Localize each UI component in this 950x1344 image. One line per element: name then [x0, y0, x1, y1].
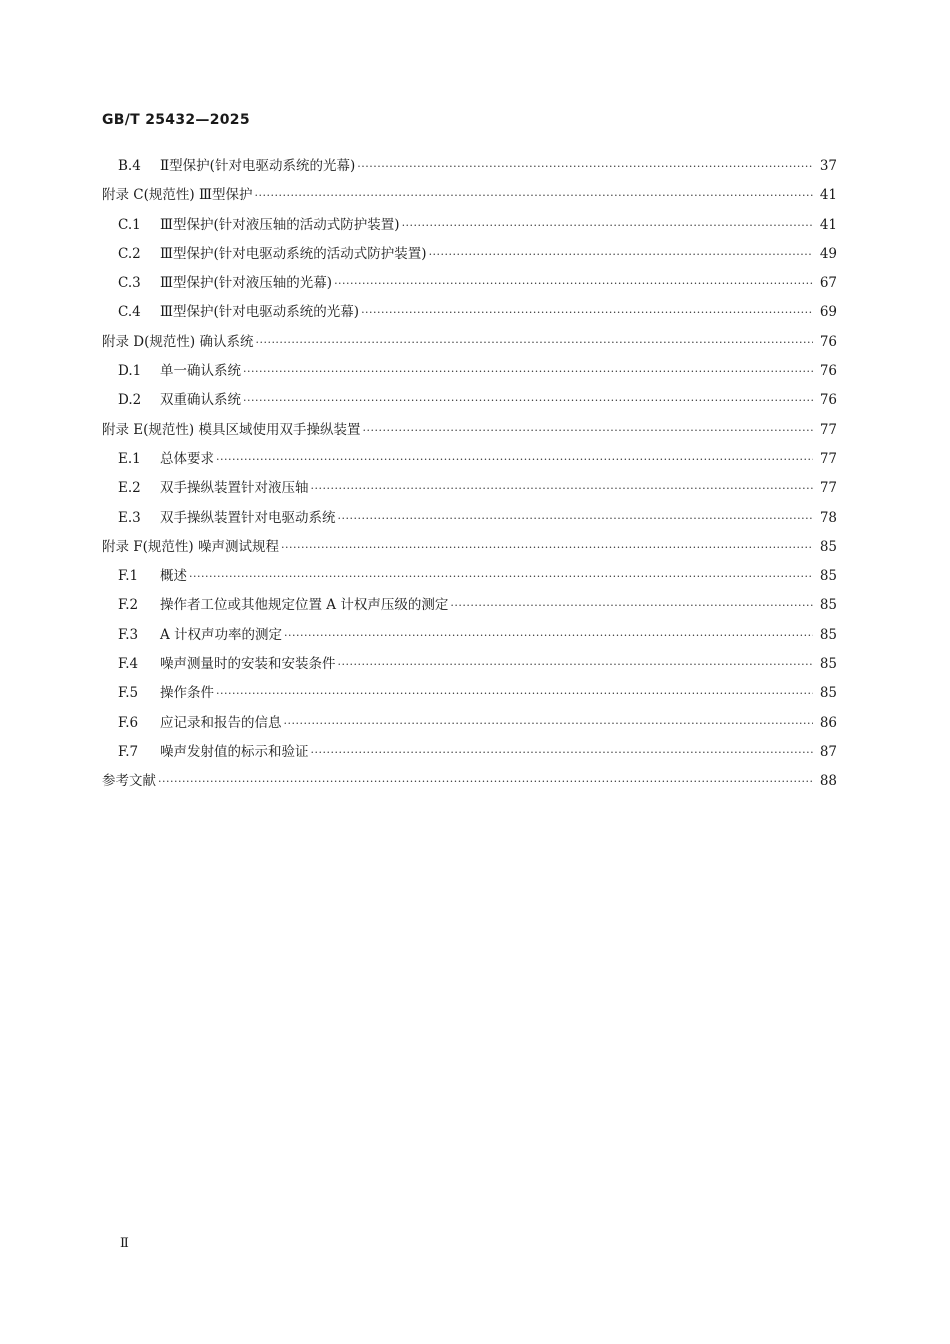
toc-dot-leader: [311, 738, 814, 767]
toc-entry[interactable]: [102, 679, 837, 708]
table-of-contents: [102, 152, 837, 797]
toc-dot-leader: [243, 357, 813, 386]
toc-dot-leader: [254, 181, 813, 210]
toc-entry[interactable]: [102, 386, 837, 415]
toc-entry-page: 76: [819, 392, 837, 409]
toc-dot-leader: [334, 269, 813, 298]
toc-dot-leader: [255, 328, 813, 357]
toc-entry[interactable]: [102, 767, 837, 796]
toc-entry-title: 双手操纵装置针对电驱动系统: [160, 509, 336, 526]
toc-entry-number: C.3: [118, 275, 141, 292]
toc-entry-page: 41: [819, 216, 837, 233]
toc-entry-number: F.4: [118, 656, 139, 673]
toc-entry-page: 85: [819, 568, 837, 585]
toc-entry-title: 操作条件: [160, 685, 214, 702]
toc-entry-page: 37: [819, 158, 837, 174]
toc-entry-number: F.3: [118, 626, 139, 643]
toc-entry-title: 参考文献: [102, 773, 156, 790]
toc-entry[interactable]: [102, 709, 837, 738]
toc-entry[interactable]: [102, 181, 837, 210]
toc-entry-title: Ⅲ型保护(针对液压轴的活动式防护装置): [160, 216, 400, 233]
toc-entry-number: F.5: [118, 685, 139, 702]
toc-entry-title: 操作者工位或其他规定位置 A 计权声压级的测定: [160, 597, 449, 614]
toc-entry-title: 双重确认系统: [160, 392, 241, 409]
toc-dot-leader: [216, 679, 813, 708]
toc-entry-page: 85: [819, 538, 837, 555]
standard-number: GB/T 25432—2025: [102, 112, 250, 128]
toc-entry-number: C.4: [118, 304, 141, 321]
toc-entry[interactable]: [102, 445, 837, 474]
toc-dot-leader: [402, 211, 813, 240]
toc-entry-title: Ⅲ型保护(针对电驱动系统的活动式防护装置): [160, 245, 427, 262]
toc-dot-leader: [243, 386, 813, 415]
toc-entry-title: Ⅲ型保护(针对电驱动系统的光幕): [160, 304, 360, 321]
toc-entry-title: 总体要求: [160, 450, 214, 467]
toc-dot-leader: [284, 621, 813, 650]
toc-dot-leader: [450, 591, 813, 620]
toc-entry-page: 77: [819, 480, 837, 497]
toc-entry[interactable]: [102, 591, 837, 620]
toc-entry[interactable]: [102, 269, 837, 298]
toc-entry-title: 附录 E(规范性) 模具区域使用双手操纵装置: [102, 421, 361, 438]
toc-entry[interactable]: [102, 357, 837, 386]
toc-entry[interactable]: [102, 650, 837, 679]
toc-entry-page: 86: [819, 714, 837, 731]
toc-dot-leader: [216, 445, 813, 474]
toc-entry-number: C.1: [118, 216, 141, 233]
toc-entry-page: 76: [819, 333, 837, 350]
toc-entry-page: 85: [819, 626, 837, 643]
toc-dot-leader: [311, 474, 814, 503]
toc-entry[interactable]: [102, 533, 837, 562]
toc-entry-number: E.2: [118, 480, 141, 497]
toc-entry-number: D.1: [118, 363, 142, 380]
toc-entry-page: 85: [819, 656, 837, 673]
toc-entry-number: F.2: [118, 597, 139, 614]
toc-entry-page: 77: [819, 450, 837, 467]
toc-entry-title: 附录 F(规范性) 噪声测试规程: [102, 538, 279, 555]
toc-dot-leader: [362, 416, 813, 445]
toc-entry-number: F.7: [118, 743, 139, 760]
toc-entry-page: 69: [819, 304, 837, 321]
toc-entry-number: F.1: [118, 568, 139, 585]
toc-entry[interactable]: [102, 152, 837, 181]
toc-entry-page: 85: [819, 597, 837, 614]
toc-entry-page: 49: [819, 245, 837, 262]
page-number: Ⅱ: [120, 1236, 129, 1251]
toc-entry-page: 78: [819, 509, 837, 526]
toc-dot-leader: [338, 650, 814, 679]
toc-entry-title: Ⅱ型保护(针对电驱动系统的光幕): [160, 158, 356, 174]
toc-entry-title: 单一确认系统: [160, 363, 241, 380]
toc-entry[interactable]: [102, 562, 837, 591]
toc-dot-leader: [361, 298, 813, 327]
toc-entry-page: 41: [819, 187, 837, 204]
toc-dot-leader: [189, 562, 813, 591]
toc-entry[interactable]: [102, 298, 837, 327]
toc-entry-page: 76: [819, 363, 837, 380]
toc-dot-leader: [429, 240, 813, 269]
toc-dot-leader: [281, 533, 813, 562]
toc-entry-number: B.4: [118, 158, 141, 174]
toc-entry-title: Ⅲ型保护(针对液压轴的光幕): [160, 275, 333, 292]
toc-entry-title: 应记录和报告的信息: [160, 714, 282, 731]
toc-entry-page: 67: [819, 275, 837, 292]
toc-entry[interactable]: [102, 416, 837, 445]
toc-entry-title: 附录 D(规范性) 确认系统: [102, 333, 254, 350]
toc-entry[interactable]: [102, 328, 837, 357]
toc-entry-title: 概述: [160, 568, 187, 585]
toc-entry-title: A 计权声功率的测定: [160, 626, 283, 643]
toc-dot-leader: [284, 709, 814, 738]
toc-entry[interactable]: [102, 240, 837, 269]
toc-entry-number: D.2: [118, 392, 142, 409]
toc-entry[interactable]: [102, 211, 837, 240]
toc-dot-leader: [158, 767, 813, 796]
toc-entry-number: C.2: [118, 245, 141, 262]
toc-entry-number: E.1: [118, 450, 141, 467]
toc-entry-page: 77: [819, 421, 837, 438]
toc-entry[interactable]: [102, 504, 837, 533]
toc-entry-title: 噪声测量时的安装和安装条件: [160, 656, 336, 673]
toc-dot-leader: [357, 152, 813, 181]
toc-entry[interactable]: [102, 474, 837, 503]
toc-entry-number: E.3: [118, 509, 141, 526]
toc-entry-page: 88: [819, 773, 837, 790]
toc-entry-number: F.6: [118, 714, 139, 731]
toc-entry-title: 附录 C(规范性) Ⅲ型保护: [102, 187, 253, 204]
toc-entry[interactable]: [102, 621, 837, 650]
toc-entry-title: 双手操纵装置针对液压轴: [160, 480, 309, 497]
toc-entry-page: 87: [819, 743, 837, 760]
toc-entry-page: 85: [819, 685, 837, 702]
toc-entry-title: 噪声发射值的标示和验证: [160, 743, 309, 760]
toc-dot-leader: [338, 504, 814, 533]
toc-entry[interactable]: [102, 738, 837, 767]
